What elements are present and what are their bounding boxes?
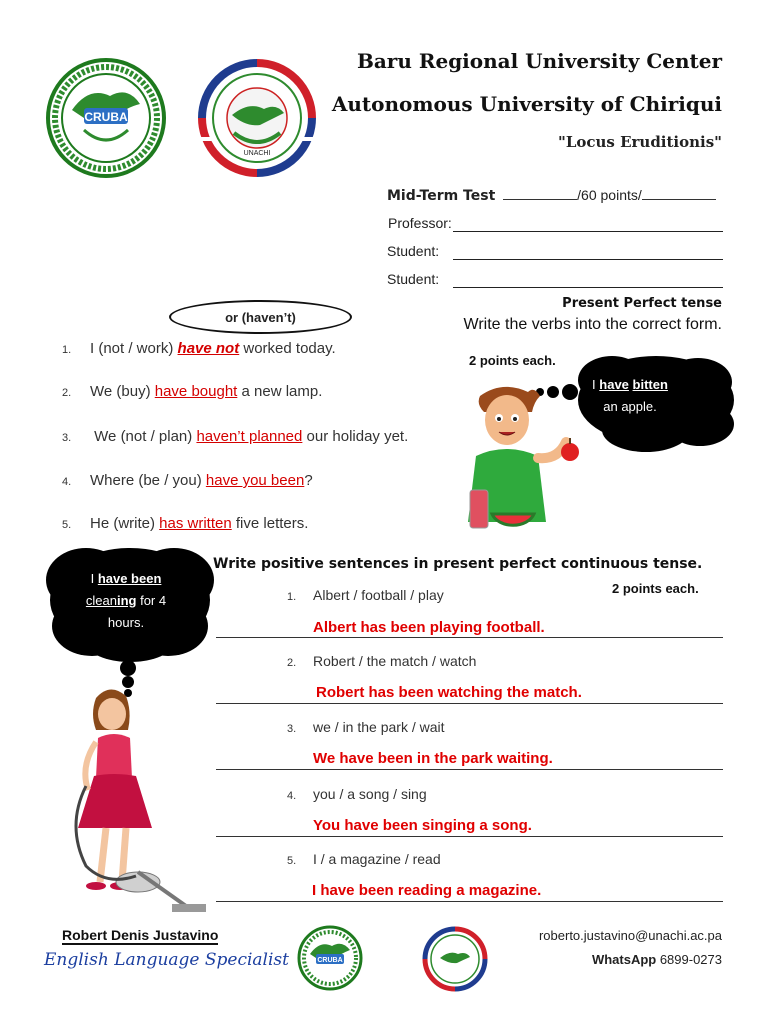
item-number: 1. [62,344,72,356]
whatsapp-number[interactable]: 6899-0273 [656,952,722,967]
item-number: 2. [62,387,72,399]
item-answer: have not [177,340,240,357]
list-item [62,428,408,445]
item-rest: five letters. [231,515,309,532]
item-rest: our holiday yet. [302,428,409,445]
score-field[interactable] [503,186,577,200]
center-title: Baru Regional University Center [356,49,722,73]
item-answer: You have been singing a song. [313,817,532,834]
item-rest: a new lamp. [237,383,323,400]
item-answer: Robert has been watching the match. [316,684,582,701]
hint-bubble [169,300,352,334]
bubble-word: for 4 [136,593,167,609]
author-name: Robert Denis Justavino [62,927,219,943]
section1-instruction: Write the verbs into the correct form. [463,316,722,333]
item-prompt: Where (be / you) [90,472,206,489]
bubble-cleaning-text [66,568,186,634]
item-prompt: We (buy) [90,383,155,400]
unachi-logo-small [420,924,490,994]
item-number: 1. [287,591,297,603]
bubble-word: I [592,377,600,392]
contact-email[interactable]: roberto.justavino@unachi.ac.pa [538,928,722,943]
item-answer: I have been reading a magazine. [312,882,542,899]
item-number: 5. [62,519,72,531]
item-number: 3. [287,723,297,735]
item-answer: have bought [154,383,238,400]
list-item-prompt [287,587,444,603]
university-title: Autonomous University of Chiriqui [331,92,722,116]
list-item-prompt [287,786,427,802]
contact-whatsapp [592,952,722,967]
item-prompt: I / a magazine / read [313,851,441,867]
item-number: 5. [287,855,297,867]
bubble-word: I [90,571,98,586]
bubble-apple-text [588,374,672,418]
unachi-logo [194,55,320,181]
list-item [62,383,322,400]
item-prompt: I (not / work) [90,340,178,357]
item-answer: has written [159,515,232,532]
item-number: 4. [287,790,297,802]
bubble-word: an apple. [603,399,657,415]
author-role: English Language Specialist [44,950,289,970]
student-field-1[interactable] [453,246,723,260]
student-label-1: Student: [387,243,440,259]
bubble-word: have [599,377,629,392]
item-prompt: you / a song / sing [313,786,427,802]
section1-points: 2 points each. [469,353,556,368]
test-label: Mid-Term Test [387,188,496,204]
test-line [387,186,716,204]
points-label: /60 points/ [577,187,642,203]
item-answer: Albert has been playing football. [313,619,545,636]
list-item-prompt [287,653,476,669]
woman-vacuuming-illustration [66,686,216,922]
item-prompt: He (write) [90,515,160,532]
student-label-2: Student: [387,271,440,287]
item-rest: worked today. [239,340,336,357]
unachi-logo-text: UNACHI [243,150,271,157]
motto: "Locus Eruditionis" [558,133,722,151]
item-answer: have you been [205,472,305,489]
bubble-word: clean [85,593,117,609]
bubble-word: bitten [632,377,668,392]
list-item [62,515,308,532]
list-item-prompt [287,851,441,867]
section2-points: 2 points each. [612,581,699,596]
bubble-word: have been [97,571,162,586]
item-rest: ? [304,472,313,489]
student-field-2[interactable] [453,274,723,288]
cruba-logo-text: CRUBA [84,110,128,124]
item-answer: haven’t planned [196,428,303,445]
item-number: 2. [287,657,297,669]
professor-row [388,215,452,231]
boy-eating-apple-illustration [462,382,592,532]
item-number: 3. [62,432,72,444]
cruba-logo [44,56,168,180]
whatsapp-label: WhatsApp [591,952,657,967]
hint-text: or (haven’t) [225,309,296,325]
section1-title: Present Perfect tense [562,296,722,311]
professor-label: Professor: [388,215,452,231]
item-prompt: Albert / football / play [313,587,444,603]
bubble-word: hours. [107,615,145,631]
section2-title: Write positive sentences in present perfect continuous tense. [213,556,703,572]
list-item-prompt [287,719,445,735]
professor-field[interactable] [453,218,723,232]
item-prompt: we / in the park / wait [313,719,445,735]
item-answer: We have been in the park waiting. [313,750,553,767]
item-prompt: Robert / the match / watch [313,653,477,669]
grade-field[interactable] [642,186,716,200]
cruba-logo-small-text: CRUBA [317,957,343,964]
item-prompt: We (not / plan) [90,428,197,445]
list-item [62,340,336,357]
list-item [62,472,313,489]
cruba-logo-small [296,924,364,992]
bubble-word: ing [116,593,137,609]
item-number: 4. [62,476,72,488]
